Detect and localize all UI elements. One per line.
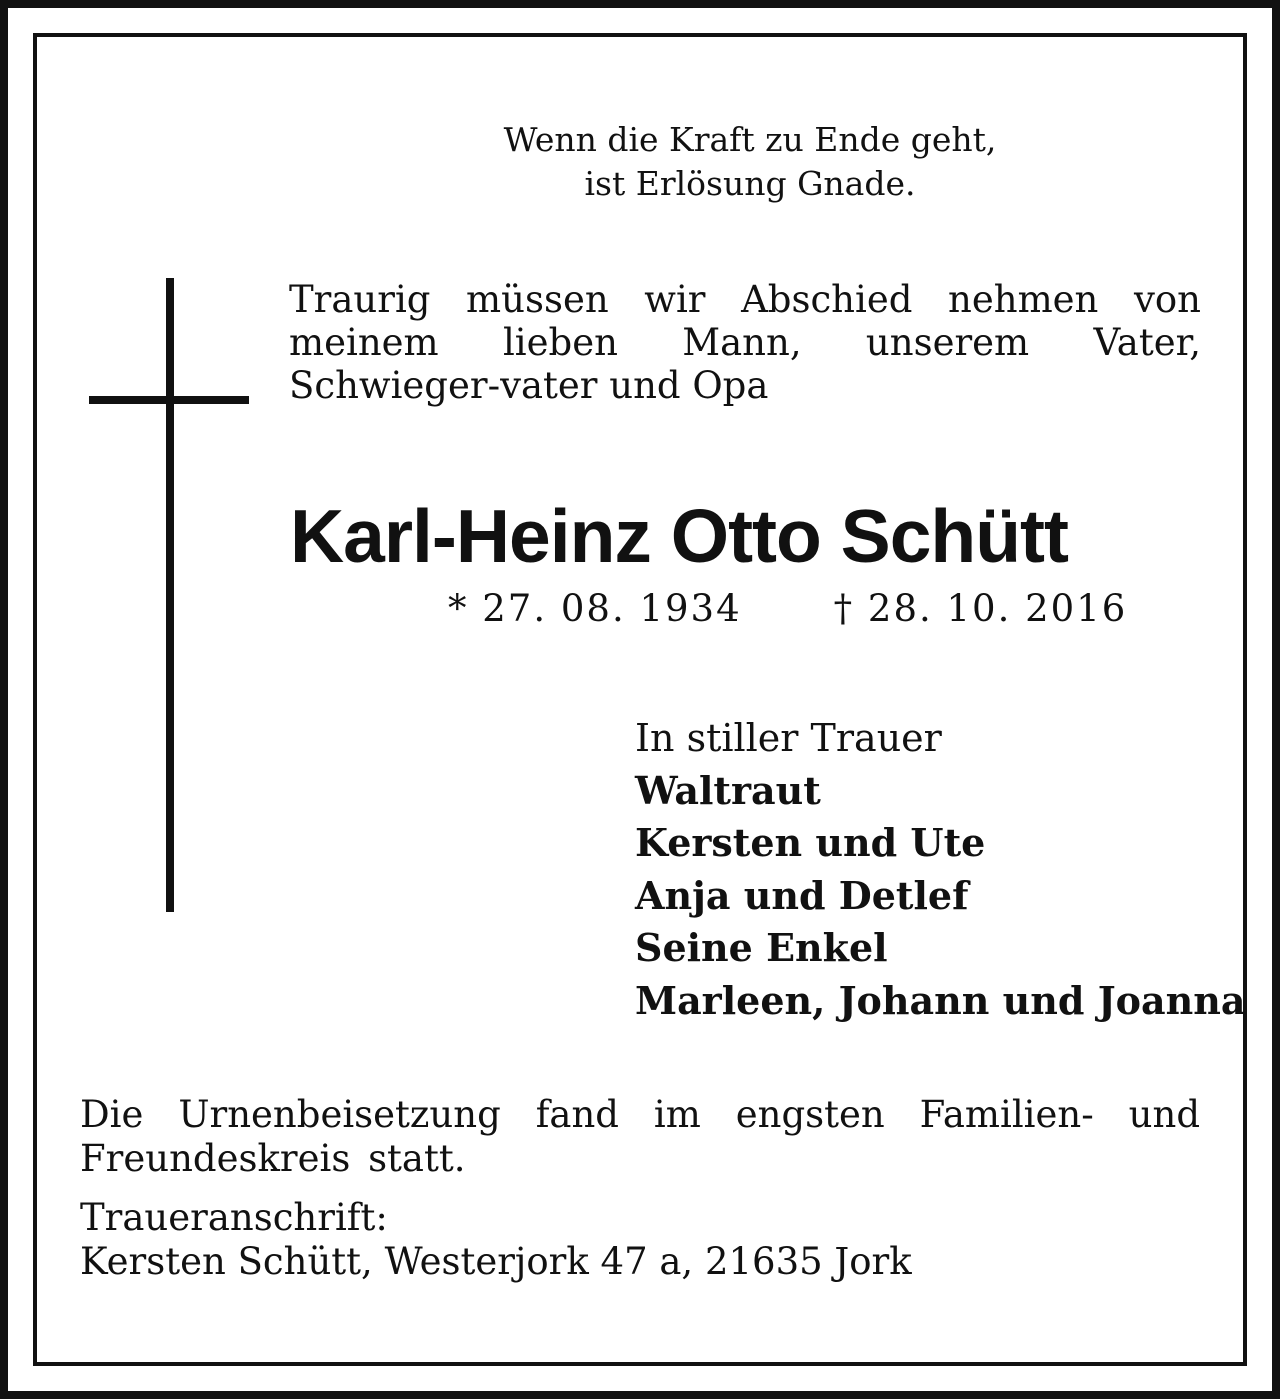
burial-notice: Die Urnenbeisetzung fand im engsten Familien- und Freundeskreis statt.: [80, 1093, 1200, 1180]
address-value: Kersten Schütt, Westerjork 47 a, 21635 Jork: [80, 1240, 912, 1283]
mourner-name: Waltraut: [635, 767, 821, 813]
birth-date: * 27. 08. 1934: [448, 587, 742, 630]
life-dates: [448, 587, 1127, 631]
deceased-name: Karl-Heinz Otto Schütt: [290, 494, 1068, 578]
motto: [380, 118, 1120, 206]
mourners-block: [635, 712, 1246, 1027]
mourner-name: Seine Enkel: [635, 925, 888, 970]
motto-line-1: Wenn die Kraft zu Ende geht,: [503, 120, 997, 159]
cross-vertical-bar: [166, 278, 174, 912]
death-date: † 28. 10. 2016: [833, 587, 1128, 630]
intro-text: Traurig müssen wir Abschied nehmen von meinem lieben Mann, unserem Vater, Schwieger-vater und Opa: [289, 278, 1201, 407]
mourner-name: Anja und Detlef: [635, 872, 969, 918]
motto-line-2: ist Erlösung Gnade.: [584, 164, 916, 203]
cross-horizontal-bar: [89, 396, 249, 404]
mourner-name: Kersten und Ute: [635, 820, 986, 865]
mourners-lead: In stiller Trauer: [635, 716, 942, 760]
mourning-address: [80, 1196, 912, 1284]
mourner-name: Marleen, Johann und Joanna: [635, 977, 1246, 1023]
address-label: Traueranschrift:: [80, 1196, 388, 1239]
